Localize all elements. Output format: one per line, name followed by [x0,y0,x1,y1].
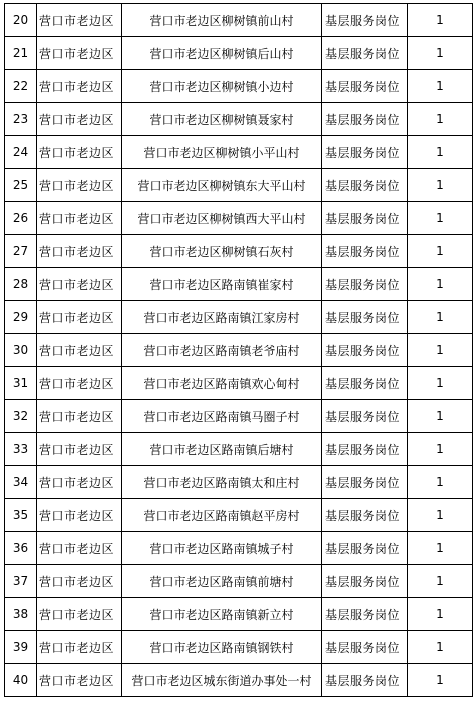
position-cell: 基层服务岗位 [322,4,408,37]
table-row [5,4,473,37]
city-cell: 营口市老边区 [37,565,122,598]
count-cell: 1 [408,598,473,631]
position-cell: 基层服务岗位 [322,202,408,235]
city-cell: 营口市老边区 [37,400,122,433]
row-number: 23 [5,103,37,136]
positions-table-body [5,4,473,697]
table-row [5,565,473,598]
row-number: 40 [5,664,37,697]
unit-cell: 营口市老边区路南镇城子村 [122,532,322,565]
city-cell: 营口市老边区 [37,301,122,334]
position-cell: 基层服务岗位 [322,136,408,169]
position-cell: 基层服务岗位 [322,70,408,103]
city-cell: 营口市老边区 [37,70,122,103]
count-cell: 1 [408,169,473,202]
row-number: 24 [5,136,37,169]
position-cell: 基层服务岗位 [322,499,408,532]
position-cell: 基层服务岗位 [322,37,408,70]
position-cell: 基层服务岗位 [322,301,408,334]
unit-cell: 营口市老边区路南镇崔家村 [122,268,322,301]
count-cell: 1 [408,136,473,169]
position-cell: 基层服务岗位 [322,268,408,301]
count-cell: 1 [408,565,473,598]
table-row [5,532,473,565]
count-cell: 1 [408,400,473,433]
unit-cell: 营口市老边区路南镇前塘村 [122,565,322,598]
unit-cell: 营口市老边区路南镇钢铁村 [122,631,322,664]
table-row [5,499,473,532]
table-row [5,367,473,400]
count-cell: 1 [408,433,473,466]
unit-cell: 营口市老边区路南镇马圈子村 [122,400,322,433]
unit-cell: 营口市老边区柳树镇前山村 [122,4,322,37]
table-row [5,631,473,664]
unit-cell: 营口市老边区路南镇老爷庙村 [122,334,322,367]
row-number: 28 [5,268,37,301]
unit-cell: 营口市老边区路南镇新立村 [122,598,322,631]
city-cell: 营口市老边区 [37,136,122,169]
row-number: 33 [5,433,37,466]
count-cell: 1 [408,70,473,103]
unit-cell: 营口市老边区路南镇太和庄村 [122,466,322,499]
table-row [5,334,473,367]
table-row [5,400,473,433]
position-cell: 基层服务岗位 [322,400,408,433]
city-cell: 营口市老边区 [37,169,122,202]
city-cell: 营口市老边区 [37,4,122,37]
position-cell: 基层服务岗位 [322,631,408,664]
count-cell: 1 [408,4,473,37]
position-cell: 基层服务岗位 [322,169,408,202]
row-number: 37 [5,565,37,598]
row-number: 35 [5,499,37,532]
count-cell: 1 [408,367,473,400]
position-cell: 基层服务岗位 [322,598,408,631]
row-number: 27 [5,235,37,268]
table-row [5,70,473,103]
city-cell: 营口市老边区 [37,466,122,499]
row-number: 36 [5,532,37,565]
row-number: 22 [5,70,37,103]
city-cell: 营口市老边区 [37,631,122,664]
city-cell: 营口市老边区 [37,664,122,697]
count-cell: 1 [408,334,473,367]
unit-cell: 营口市老边区柳树镇东大平山村 [122,169,322,202]
row-number: 26 [5,202,37,235]
count-cell: 1 [408,37,473,70]
count-cell: 1 [408,301,473,334]
city-cell: 营口市老边区 [37,103,122,136]
unit-cell: 营口市老边区柳树镇小边村 [122,70,322,103]
table-row [5,37,473,70]
position-cell: 基层服务岗位 [322,235,408,268]
row-number: 38 [5,598,37,631]
table-row [5,169,473,202]
city-cell: 营口市老边区 [37,499,122,532]
row-number: 30 [5,334,37,367]
city-cell: 营口市老边区 [37,367,122,400]
unit-cell: 营口市老边区柳树镇后山村 [122,37,322,70]
count-cell: 1 [408,664,473,697]
position-cell: 基层服务岗位 [322,466,408,499]
table-row [5,598,473,631]
row-number: 21 [5,37,37,70]
table-row [5,136,473,169]
count-cell: 1 [408,268,473,301]
table-row [5,664,473,697]
row-number: 29 [5,301,37,334]
unit-cell: 营口市老边区城东街道办事处一村 [122,664,322,697]
count-cell: 1 [408,466,473,499]
table-row [5,301,473,334]
unit-cell: 营口市老边区路南镇后塘村 [122,433,322,466]
count-cell: 1 [408,631,473,664]
position-cell: 基层服务岗位 [322,664,408,697]
position-cell: 基层服务岗位 [322,103,408,136]
count-cell: 1 [408,235,473,268]
row-number: 34 [5,466,37,499]
unit-cell: 营口市老边区路南镇赵平房村 [122,499,322,532]
city-cell: 营口市老边区 [37,202,122,235]
row-number: 39 [5,631,37,664]
count-cell: 1 [408,202,473,235]
table-row [5,433,473,466]
city-cell: 营口市老边区 [37,268,122,301]
count-cell: 1 [408,499,473,532]
unit-cell: 营口市老边区柳树镇小平山村 [122,136,322,169]
city-cell: 营口市老边区 [37,433,122,466]
table-row [5,235,473,268]
count-cell: 1 [408,103,473,136]
unit-cell: 营口市老边区柳树镇聂家村 [122,103,322,136]
position-cell: 基层服务岗位 [322,367,408,400]
table-row [5,466,473,499]
unit-cell: 营口市老边区柳树镇西大平山村 [122,202,322,235]
row-number: 32 [5,400,37,433]
unit-cell: 营口市老边区柳树镇石灰村 [122,235,322,268]
row-number: 31 [5,367,37,400]
city-cell: 营口市老边区 [37,532,122,565]
city-cell: 营口市老边区 [37,598,122,631]
unit-cell: 营口市老边区路南镇欢心甸村 [122,367,322,400]
city-cell: 营口市老边区 [37,235,122,268]
position-cell: 基层服务岗位 [322,433,408,466]
table-row [5,103,473,136]
row-number: 20 [5,4,37,37]
table-row [5,268,473,301]
count-cell: 1 [408,532,473,565]
unit-cell: 营口市老边区路南镇江家房村 [122,301,322,334]
positions-table [4,3,473,697]
table-row [5,202,473,235]
row-number: 25 [5,169,37,202]
city-cell: 营口市老边区 [37,37,122,70]
position-cell: 基层服务岗位 [322,565,408,598]
position-cell: 基层服务岗位 [322,334,408,367]
position-cell: 基层服务岗位 [322,532,408,565]
city-cell: 营口市老边区 [37,334,122,367]
